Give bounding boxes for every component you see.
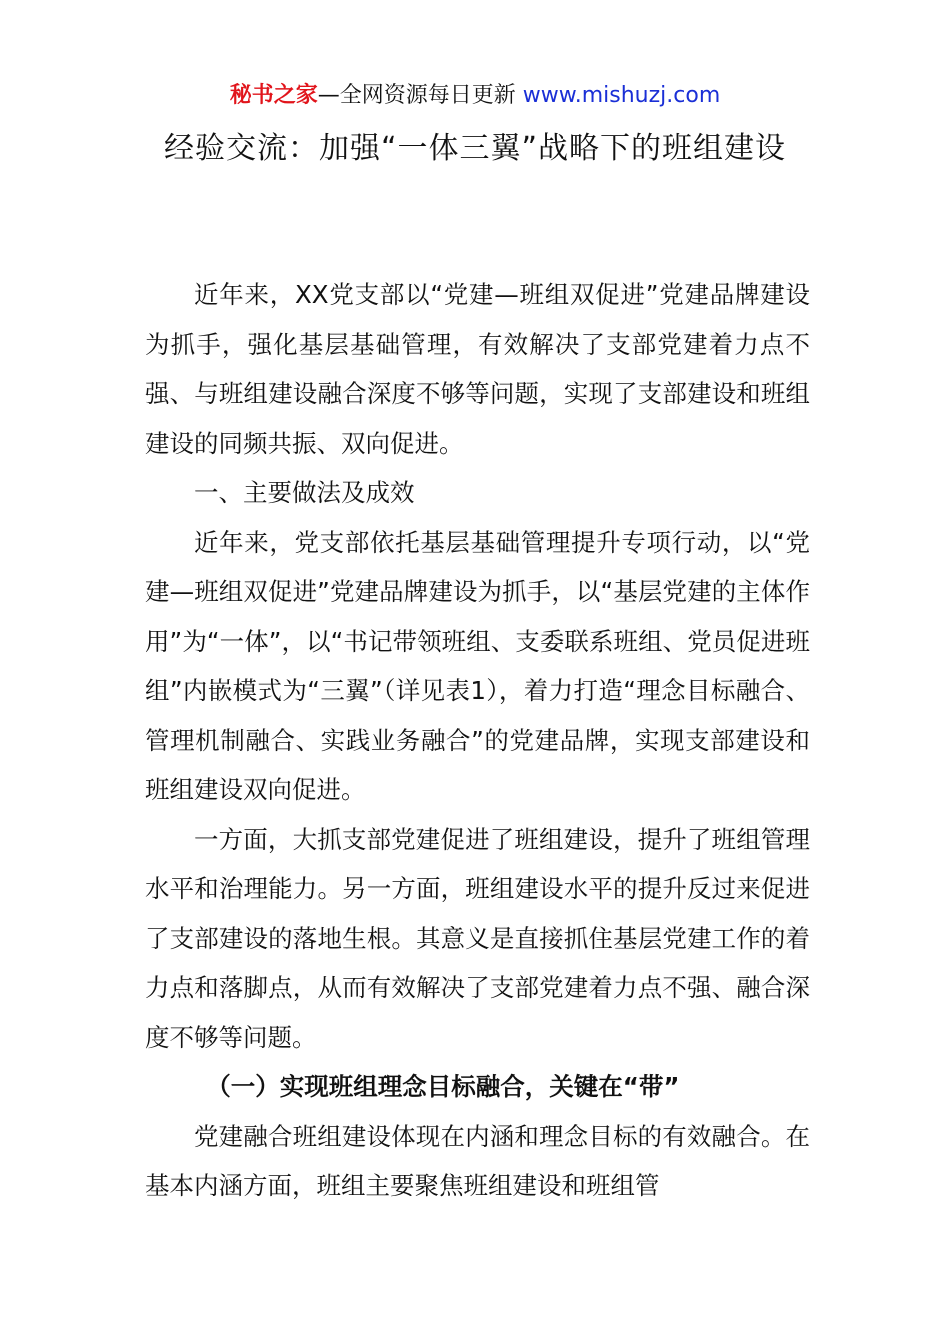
paragraph: 党建融合班组建设体现在内涵和理念目标的有效融合。在基本内涵方面，班组主要聚焦班组建设和班组管 <box>145 1121 810 1200</box>
subsection-heading: （一）实现班组理念目标融合，关键在“带” <box>206 1072 680 1101</box>
paragraph: 一方面，大抓支部党建促进了班组建设，提升了班组管理水平和治理能力。另一方面，班组建设水平的提升反过来促进了支部建设的落地生根。其意义是直接抓住基层党建工作的着力点和落脚点，从而有效解决了支部党建着力点不强、融合深度不够等问题。 <box>145 824 810 1052</box>
site-tagline: —全网资源每日更新 <box>317 83 516 108</box>
site-url-link[interactable]: www.mishuzj.com <box>522 83 721 108</box>
section-heading: 一、主要做法及成效 <box>194 478 415 507</box>
paragraph-intro: 近年来，XX党支部以“党建—班组双促进”党建品牌建设为抓手，强化基层基础管理，有效解决了支部党建着力点不强、与班组建设融合深度不够等问题，实现了支部建设和班组建设的同频共振、双向促进。 <box>145 280 810 458</box>
document-body <box>145 270 810 1211</box>
site-header <box>0 80 950 112</box>
paragraph: 近年来，党支部依托基层基础管理提升专项行动，以“党建—班组双促进”党建品牌建设为抓手，以“基层党建的主体作用”为“一体”，以“书记带领班组、支委联系班组、党员促进班组”内嵌模式为“三翼”（详见表1），着力打造“理念目标融合、管理机制融合、实践业务融合”的党建品牌，实现支部建设和班组建设双向促进。 <box>145 527 810 804</box>
document-title: 经验交流：加强“一体三翼”战略下的班组建设 <box>163 131 787 166</box>
site-brand: 秘书之家 <box>229 83 318 108</box>
